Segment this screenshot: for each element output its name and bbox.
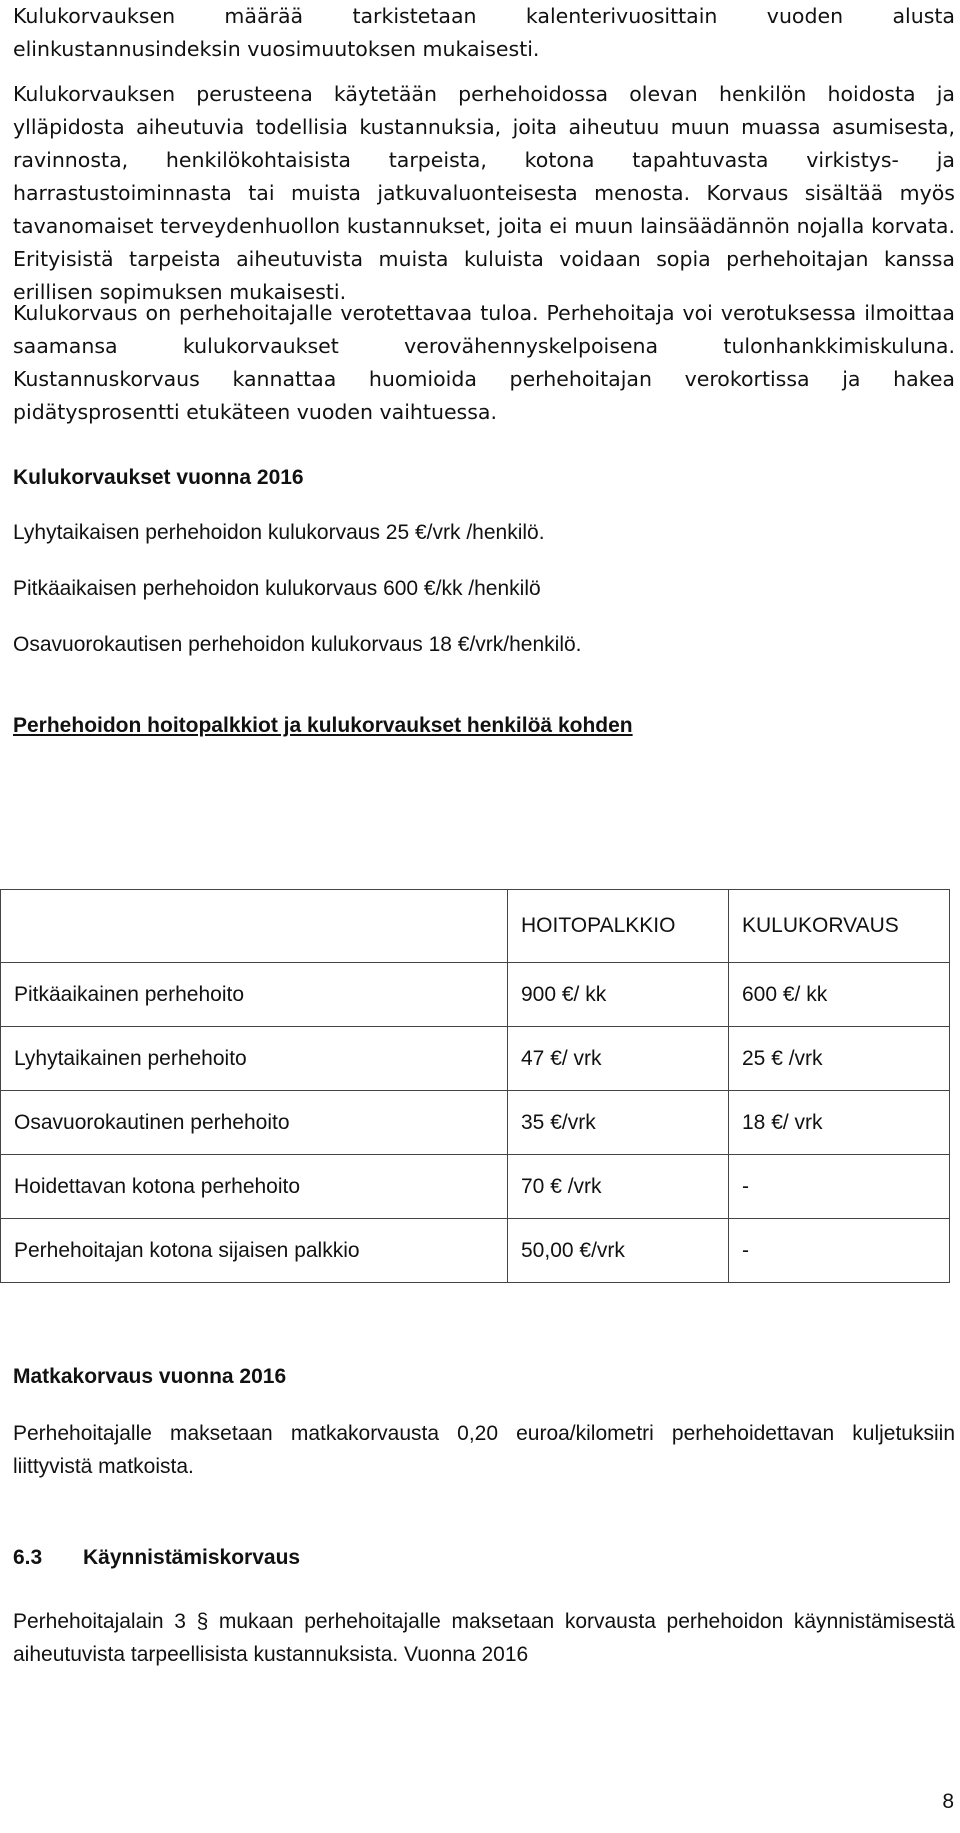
table-cell: 47 €/ vrk (508, 1027, 729, 1091)
section-title (13, 1543, 300, 1573)
table-cell: Lyhytaikainen perhehoito (1, 1027, 508, 1091)
table-cell: 600 €/ kk (729, 963, 950, 1027)
page-number: 8 (942, 1790, 954, 1813)
table-cell: - (729, 1155, 950, 1219)
table-cell: Pitkäaikainen perhehoito (1, 963, 508, 1027)
table-header-cell (1, 890, 508, 963)
table-header-cell: KULUKORVAUS (729, 890, 950, 963)
section-number: 6.3 (13, 1546, 43, 1569)
startup-allowance-paragraph: Perhehoitajalain 3 § mukaan perhehoitajalle maksetaan korvausta perhehoidon käynnistämisestä aiheutuvista tarpeellisista kustannuksista. Vuonna 2016 (13, 1610, 955, 1666)
table-cell: Perhehoitajan kotona sijaisen palkkio (1, 1219, 508, 1283)
table-cell: 900 €/ kk (508, 963, 729, 1027)
matkakorvaus-heading: Matkakorvaus vuonna 2016 (13, 1365, 287, 1388)
table-header-cell: HOITOPALKKIO (508, 890, 729, 963)
table-row (1, 1091, 950, 1155)
table-cell: 25 € /vrk (729, 1027, 950, 1091)
kulukorvaukset-heading: Kulukorvaukset vuonna 2016 (13, 466, 304, 489)
table-row (1, 1155, 950, 1219)
table-row (1, 963, 950, 1027)
table-header-row (1, 890, 950, 963)
short-term-rate-line: Lyhytaikaisen perhehoidon kulukorvaus 25 €/vrk /henkilö. (13, 521, 545, 544)
table-cell: 35 €/vrk (508, 1091, 729, 1155)
table-row (1, 1219, 950, 1283)
taxation-paragraph: Kulukorvaus on perhehoitajalle verotettavaa tuloa. Perhehoitaja voi verotuksessa ilmoittaa saamansa kulukorvaukset verovähennyskelpoisena tulonhankkimiskuluna. Kustannuskorvaus kannattaa huomioida perhehoitajan verokortissa ja hakea pidätysprosentti etukäteen vuoden vaihtuessa. (13, 301, 955, 424)
cost-basis-paragraph: Kulukorvauksen perusteena käytetään perhehoidossa olevan henkilön hoidosta ja ylläpidosta aiheutuvia todellisia kustannuksia, joita aiheutuu muun muassa asumisesta, ravinnosta, henkilökohtaisista tarpeista, kotona tapahtuvasta virkistys- ja harrastustoiminnasta tai muista jatkuvaluonteisesta menosta. Korvaus sisältää myös tavanomaiset terveydenhuollon kustannukset, joita ei muun lainsäädännön nojalla korvata. Erityisistä tarpeista aiheutuvista muista kuluista voidaan sopia perhehoitajan kanssa erillisen sopimuksen mukaisesti. (13, 82, 955, 304)
table-cell: Osavuorokautinen perhehoito (1, 1091, 508, 1155)
partial-day-rate-line: Osavuorokautisen perhehoidon kulukorvaus 18 €/vrk/henkilö. (13, 633, 582, 656)
indexation-paragraph: Kulukorvauksen määrää tarkistetaan kalenterivuosittain vuoden alusta elinkustannusindeksin vuosimuutoksen mukaisesti. (13, 4, 955, 61)
table-cell: 70 € /vrk (508, 1155, 729, 1219)
table-cell: 18 €/ vrk (729, 1091, 950, 1155)
section-title-text: Käynnistämiskorvaus (83, 1546, 301, 1569)
table-cell: - (729, 1219, 950, 1283)
table-cell: 50,00 €/vrk (508, 1219, 729, 1283)
table-row (1, 1027, 950, 1091)
travel-allowance-paragraph: Perhehoitajalle maksetaan matkakorvausta 0,20 euroa/kilometri perhehoidettavan kuljetuksiin liittyvistä matkoista. (13, 1422, 955, 1478)
long-term-rate-line: Pitkäaikaisen perhehoidon kulukorvaus 600 €/kk /henkilö (13, 577, 541, 600)
rates-table (0, 889, 950, 1283)
rates-table-heading: Perhehoidon hoitopalkkiot ja kulukorvaukset henkilöä kohden (13, 714, 633, 737)
table-cell: Hoidettavan kotona perhehoito (1, 1155, 508, 1219)
